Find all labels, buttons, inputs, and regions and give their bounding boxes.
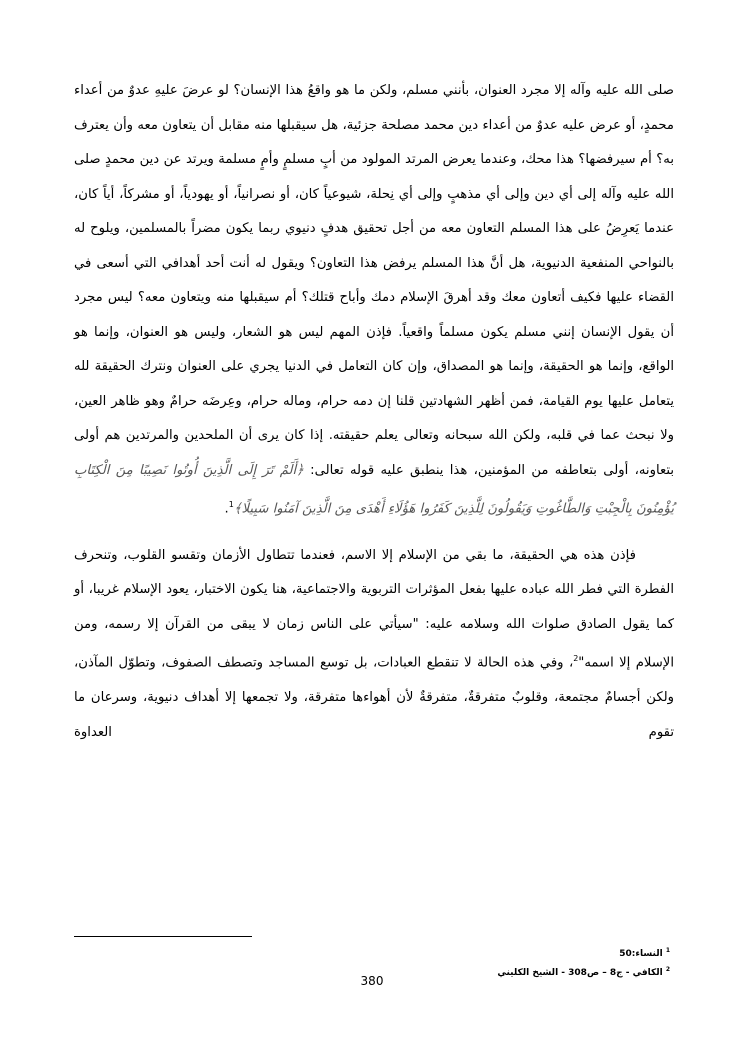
footnote-2-text: الكافي - ج8 – ص308 - الشيخ الكليني — [497, 968, 663, 978]
footnote-1-number: 1 — [665, 947, 670, 954]
quran-verse: ﴿أَلَمْ تَرَ إِلَى الَّذِينَ أُوتُوا نَصِيبًا مِنَ الْكِتَابِ يُؤْمِنُونَ بِالْجِبْتِ وَالطَّاغُوتِ وَيَقُولُونَ لِلَّذِينَ كَفَرُوا هَؤُلَاءِ أَهْدَى مِنَ الَّذِينَ آمَنُوا سَبِيلًا﴾ — [74, 462, 674, 517]
main-text — [74, 74, 674, 750]
footnote-1-text: النساء:50 — [619, 949, 663, 959]
footnote-2-number: 2 — [665, 966, 670, 973]
paragraph-1-end: . — [224, 501, 229, 517]
paragraph-1 — [74, 74, 674, 527]
footnote-ref-1[interactable]: 1 — [228, 500, 234, 509]
page-number: 380 — [360, 974, 384, 988]
footnote-ref-2[interactable]: 2 — [573, 654, 579, 664]
footnote-separator — [74, 936, 252, 937]
paragraph-2 — [74, 539, 674, 750]
footnote-1 — [270, 943, 670, 962]
paragraph-2-text: فإذن هذه هي الحقيقة، ما بقي من الإسلام إلا الاسم، فعندما تتطاول الأزمان وتقسو القلوب، وتنحرف الفطرة التي فطر الله عباده عليها بفعل المؤثرات التربوية والاجتماعية، هنا يكون الاختبار، يعود الإسلام غريبا، أو كما يقول الصادق صلوات الله وسلامه عليه: "سيأتي على الناس زمان لا يبقى من القرآن إلا رسمه، ومن الإسلام إلا اسمه" — [74, 547, 674, 671]
paragraph-1-text: صلى الله عليه وآله إلا مجرد العنوان، بأنني مسلم، ولكن ما هو واقعُ هذا الإنسان؟ لو عرضَ عليهِ عدوٌ من أعداء محمدٍ، أو عرض عليه عدوٌ من أعداء دين محمد مصلحة جزئية، هل سيقبلها منه مقابل أن يتعاون معه وأن يعترف به؟ أم سيرفضها؟ هذا محك، وعندما يعرض المرتد المولود من أبٍ مسلمٍ وأمٍ مسلمة ويرتد عن دين محمدٍ صلى الله عليه وآله إلى أي دين وإلى أي مذهبٍ وإلى أي نِحلة، شيوعياً كان، أو نصرانياً، أو يهودياً، أو مشركاً، أياً كان، عندما يَعرِضُ على هذا المسلم التعاون معه من أجل تحقيق هدفٍ دنيوي ربما يكون مضراً بالمسلمين، ويلوح له بالنواحي المنفعية الدنيوية، هل أنَّ هذا المسلم يرفض هذا التعاون؟ ويقول له أنت أحد أهدافي التي أسعى في القضاء عليها فكيف أتعاون معك وقد أهرقَ الإسلام دمك وأباح قتلك؟ أم سيقبلها منه ويتعاون معه؟ ليس مجرد أن يقول الإنسان إنني مسلم يكون مسلماً واقعياً. فإذن المهم ليس هو الشعار، وليس هو العنوان، وإنما هو الواقع، وإنما هو الحقيقة، وإنما هو المصداق، وإن كان التعامل في الدنيا يجري على العنوان ونترك الحقيقة لله يتعامل عليها يوم القيامة، فمن أظهر الشهادتين قلنا إن دمه حرام، وماله حرام، وعِرضَه حرامٌ وهو ظاهر العين، ولا نبحث عما في قلبه، ولكن الله سبحانه وتعالى يعلم حقيقته. إذا كان يرى أن الملحدين والمرتدين هم أولى بتعاونه، أولى بتعاطفه من المؤمنين، هذا ينطبق عليه قوله تعالى: — [74, 83, 674, 478]
paragraph-2-end: ، وفي هذه الحالة لا تنقطع العبادات، بل توسع المساجد وتصطف الصفوف، وتطوّل المآذن، ولكن أجسامٌ مجتمعة، وقلوبٌ متفرقةٌ، متفرقةٌ لأن أهواءها متفرقة، ولا تجمعها إلا أهداف دنيوية، وسرعان ما تقوم العداوة — [74, 655, 674, 740]
